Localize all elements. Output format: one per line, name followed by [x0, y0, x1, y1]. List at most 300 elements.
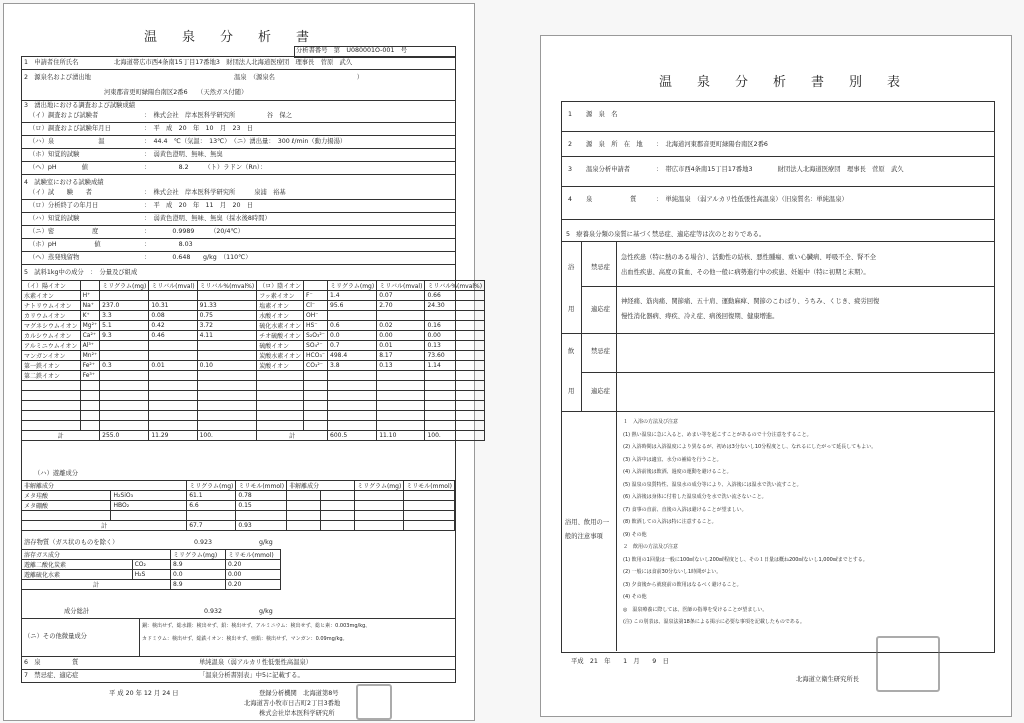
- anion-value: [377, 411, 425, 421]
- divider: [581, 372, 994, 373]
- undiss-empty: [321, 491, 355, 501]
- cation-value: 0.08: [149, 311, 197, 321]
- anion-name: [257, 391, 304, 401]
- cation-value: [80, 381, 100, 391]
- caution-item: (1) 飲用の1回量は一般に100㎖ないし200㎖程度とし、その１日量は概ね200㎖ないし1,000㎖までとする。: [623, 556, 868, 563]
- cation-value: 0.10: [197, 361, 257, 371]
- anion-value: [377, 421, 425, 431]
- ion-row: [22, 381, 485, 391]
- divider: [21, 122, 455, 123]
- anion-name: 硫化水素イオン: [257, 321, 304, 331]
- divider: [21, 135, 455, 136]
- anion-value: 0.13: [425, 341, 485, 351]
- cation-value: Na⁺: [80, 301, 100, 311]
- anion-name: チオ硫酸イオン: [257, 331, 304, 341]
- cation-value: 237.0: [100, 301, 149, 311]
- divider: [139, 618, 140, 656]
- caution-item: (4) 入浴前後は飲酒、過度の運動を避けること。: [623, 469, 732, 475]
- ion-row: [22, 291, 485, 301]
- appendix-row-number: 1: [568, 111, 573, 118]
- unit-header: ミリモル(mmol): [226, 550, 281, 560]
- appendix-row-value: ： 帯広市西4条南15丁目17番地3 財団法人北海道医療団 理事長 菅原 武久: [656, 166, 904, 173]
- ion-row: [22, 361, 485, 371]
- grand-total-value: 0.932: [204, 608, 223, 615]
- anion-name: 硫酸イオン: [257, 341, 304, 351]
- section5-text: 5 療養泉分類の泉質に基づく禁忌症、適応症等は次のとおりである。: [566, 231, 766, 238]
- undissociated-table: [21, 480, 455, 531]
- undiss-head: （ハ）遊離成分: [34, 470, 79, 477]
- divider: [616, 241, 617, 411]
- undiss-empty: [287, 521, 321, 531]
- trace-line1: 銅：検出せず、総水銀：検出せず、鉛：検出せず、アルミニウム：検出せず、総ヒ素：0.003mg/kg、: [142, 623, 371, 629]
- anion-name: [257, 421, 304, 431]
- lab-test-value: ： 株式会社 岸本医科学研究所 泉浦 裕基: [144, 189, 286, 196]
- cation-name: カルシウムイオン: [22, 331, 81, 341]
- appendix-org: 北海道立衛生研究所長: [796, 676, 859, 683]
- anion-value: [377, 311, 425, 321]
- divider: [21, 148, 455, 149]
- cation-value: 3.72: [197, 321, 257, 331]
- lab-test-key: （イ）試 験 者: [29, 189, 92, 196]
- cation-value: [100, 341, 149, 351]
- anion-name: 水酸イオン: [257, 311, 304, 321]
- divider: [561, 333, 994, 334]
- field-test-key: （ハ）泉 温: [29, 138, 105, 145]
- undiss-row: [22, 501, 455, 511]
- bath-side-label: 浴: [568, 264, 575, 271]
- cation-symbol-header: [80, 281, 100, 291]
- anion-value: 0.7: [328, 341, 377, 351]
- gas-name: 遊離硫化水素: [22, 570, 133, 580]
- appendix-row-value: ： 単純温泉 （弱アルカリ性低張性高温泉）（旧泉質名：単純温泉）: [656, 196, 848, 203]
- divider: [21, 264, 455, 265]
- cation-value: [100, 391, 149, 401]
- analysis-company: 株式会社岸本医科学研究所: [259, 710, 335, 717]
- undiss-value: 6.6: [187, 501, 236, 511]
- cation-name: [22, 381, 81, 391]
- lab-test-value: ： 0.9989 （20/4℃）: [144, 228, 244, 235]
- cation-value: 0.3: [100, 361, 149, 371]
- undiss-value: [187, 511, 236, 521]
- cation-value: [197, 291, 257, 301]
- cation-value: K⁺: [80, 311, 100, 321]
- cation-value: [197, 371, 257, 381]
- anion-name: [257, 401, 304, 411]
- anion-name: 塩素イオン: [257, 301, 304, 311]
- lab-test-key: （ニ）密 度: [29, 228, 99, 235]
- gas-table: [21, 549, 281, 590]
- drink-indic-label: 適応症: [591, 388, 610, 395]
- lab-test-value: ： 平 成 20 年 11 月 20 日: [144, 202, 254, 209]
- gas-total-label: 計: [22, 580, 171, 590]
- cation-value: Al³⁺: [80, 341, 100, 351]
- cation-value: [100, 291, 149, 301]
- cation-value: [80, 411, 100, 421]
- cation-value: 9.3: [100, 331, 149, 341]
- divider: [561, 411, 994, 412]
- quality-label: 6 泉 質: [24, 659, 79, 666]
- cation-value: [149, 341, 197, 351]
- anion-value: 498.4: [328, 351, 377, 361]
- cation-value: 0.75: [197, 311, 257, 321]
- unit-header: ミリグラム(mg): [355, 481, 404, 491]
- anion-value: 0.66: [425, 291, 485, 301]
- issue-date: 平 成 20 年 12 月 24 日: [109, 690, 179, 697]
- page-title: 温 泉 分 析 書: [144, 30, 316, 45]
- caution-item: (7) 食事の直前、直後の入浴は避けることが望ましい。: [623, 506, 747, 513]
- applicant-label: 1 申請者住所氏名: [24, 59, 79, 66]
- anion-value: Cl⁻: [304, 301, 328, 311]
- ion-row: [22, 321, 485, 331]
- anion-value: 0.07: [377, 291, 425, 301]
- undiss-value: [111, 511, 187, 521]
- onsen-appendix-sheet: [540, 35, 1012, 717]
- undiss-empty: [404, 511, 455, 521]
- divider: [561, 186, 994, 187]
- divider: [21, 225, 455, 226]
- appendix-date: 平成 21 年 1 月 9 日: [571, 658, 669, 665]
- undiss-col-header: 非解離成分: [22, 481, 187, 491]
- anion-total-value: 100.: [425, 431, 485, 441]
- anion-value: [328, 401, 377, 411]
- cation-total-label: 計: [22, 431, 100, 441]
- caution-item: １ 入浴の方法及び注意: [623, 419, 679, 425]
- cation-value: [80, 391, 100, 401]
- anion-name: [257, 371, 304, 381]
- anion-value: [425, 421, 485, 431]
- undiss-empty: [404, 501, 455, 511]
- cation-value: [80, 401, 100, 411]
- gas-name: 遊離二酸化炭素: [22, 560, 133, 570]
- field-test-key: （ヘ）pH 値: [29, 164, 89, 171]
- gas-row: [22, 560, 281, 570]
- undiss-empty: [404, 491, 455, 501]
- divider: [21, 100, 455, 101]
- dissolved-label: 溶存物質（ガス状のものを除く）: [24, 539, 119, 546]
- bath-contra-label: 禁忌症: [591, 264, 610, 271]
- seal-stamp: [356, 684, 392, 720]
- ion-row: [22, 371, 485, 381]
- gas-header: 溶存ガス成分: [22, 550, 171, 560]
- unit-header: ミリグラム(mg): [187, 481, 236, 491]
- ion-row: [22, 311, 485, 321]
- undiss-name: メタ硼酸: [22, 501, 111, 511]
- undiss-name: [22, 511, 111, 521]
- bath-indic-text1: 神経痛、筋肉痛、関節痛、五十肩、運動麻痺、関節のこわばり、うちみ、くじき、疲労回復: [621, 298, 880, 305]
- indication-label: 7 禁忌症、適応症: [24, 672, 79, 679]
- ion-table: [21, 280, 485, 441]
- cation-value: [197, 411, 257, 421]
- caution-item: (2) 入浴時間は入浴温度により異なるが、初めは3分ないし10分程度とし、なれるにしたがって延長してもよい。: [623, 444, 877, 450]
- anion-value: 3.8: [328, 361, 377, 371]
- anion-value: [425, 391, 485, 401]
- cation-value: Mn²⁺: [80, 351, 100, 361]
- lab-test-key: （ハ）知覚的試験: [29, 215, 80, 222]
- cation-value: 4.11: [197, 331, 257, 341]
- bath-contra-text2: 出血性疾患、高度の貧血、その他一般に病勢進行中の疾患、妊娠中（特に初期と末期）。: [621, 269, 870, 276]
- undiss-total-label: 計: [22, 521, 187, 531]
- cation-name: [22, 391, 81, 401]
- field-test-value: ： 株式会社 岸本医科学研究所 谷 保之: [144, 112, 292, 119]
- cation-value: [149, 421, 197, 431]
- anion-value: [304, 411, 328, 421]
- caution-item: ２ 飲用の方法及び注意: [623, 544, 679, 550]
- cation-value: [100, 411, 149, 421]
- divider: [561, 156, 994, 157]
- anion-total-value: 11.10: [377, 431, 425, 441]
- cation-value: [197, 341, 257, 351]
- caution-item: (1) 熱い温泉に急に入ると、めまい等を起こすことがあるので十分注意をすること。: [623, 431, 812, 438]
- anion-value: 2.70: [377, 301, 425, 311]
- anion-value: [377, 381, 425, 391]
- dissolved-unit: g/kg: [259, 539, 273, 546]
- caution-item: (注) この別表は、温泉法第18条による掲示に必要な事項を記載したものである。: [623, 619, 805, 625]
- divider: [21, 174, 455, 175]
- caution-item: (3) 夕食後から就寝前の飲用はなるべく避けること。: [623, 581, 742, 588]
- ion-header-row: [22, 281, 485, 291]
- bath-indic-text2: 慢性消化器病、痔疾、冷え症、病後回復期、健康増進。: [621, 313, 779, 320]
- cation-header: （イ）陽イオン: [22, 281, 81, 291]
- cation-value: [197, 391, 257, 401]
- cation-value: Mg²⁺: [80, 321, 100, 331]
- anion-value: 0.13: [377, 361, 425, 371]
- cation-value: [149, 411, 197, 421]
- divider: [616, 411, 617, 651]
- cation-name: ナトリウムイオン: [22, 301, 81, 311]
- divider: [21, 199, 455, 200]
- anion-name: [257, 411, 304, 421]
- drink-side-label: 飲: [568, 348, 575, 355]
- anion-symbol-header: [304, 281, 328, 291]
- cation-total-value: 11.29: [149, 431, 197, 441]
- anion-value: [328, 421, 377, 431]
- undiss-total-row: [22, 521, 455, 531]
- gas-row: [22, 570, 281, 580]
- divider: [581, 241, 582, 411]
- anion-value: S₂O₃²⁻: [304, 331, 328, 341]
- anion-value: [328, 371, 377, 381]
- cation-name: 第二鉄イオン: [22, 371, 81, 381]
- unit-header: ミリモル(mmol): [236, 481, 287, 491]
- undiss-header-row: [22, 481, 455, 491]
- cation-name: [22, 421, 81, 431]
- undiss-value: 61.1: [187, 491, 236, 501]
- undiss-empty: [321, 501, 355, 511]
- cation-value: [149, 381, 197, 391]
- bath-indic-label: 適応症: [591, 306, 610, 313]
- undiss-value: HBO₂: [111, 501, 187, 511]
- appendix-row-key: 源 泉 名: [586, 111, 618, 118]
- ion-row: [22, 351, 485, 361]
- cation-value: [149, 391, 197, 401]
- divider: [561, 241, 994, 242]
- cation-value: [197, 351, 257, 361]
- drink-contra-label: 禁忌症: [591, 348, 610, 355]
- onsen-analysis-sheet: [3, 3, 483, 721]
- undiss-empty: [287, 491, 321, 501]
- anion-value: [304, 391, 328, 401]
- anion-value: 0.01: [377, 341, 425, 351]
- cation-value: [100, 351, 149, 361]
- appendix-row-number: 3: [568, 166, 573, 173]
- indication-value: 「温泉分析書別表」中5に記載する。: [199, 672, 304, 679]
- divider: [21, 669, 455, 670]
- anion-value: [304, 401, 328, 411]
- gas-value: 0.20: [226, 560, 281, 570]
- anion-value: [425, 311, 485, 321]
- anion-value: [304, 381, 328, 391]
- gas-total-value: 0.20: [226, 580, 281, 590]
- anion-value: [425, 411, 485, 421]
- section4-label: 4 試験室における試験成績: [24, 179, 104, 186]
- appendix-row-number: 2: [568, 141, 573, 148]
- cation-value: [197, 381, 257, 391]
- cation-name: 水素イオン: [22, 291, 81, 301]
- gas-value: CO₂: [132, 560, 170, 570]
- divider: [581, 286, 994, 287]
- appendix-row-value: ： 北海道河東郡音更町緑陽台南区2番6: [656, 141, 768, 148]
- undiss-col-header2: 非解離成分: [287, 481, 355, 491]
- divider: [561, 219, 994, 220]
- cation-value: 91.33: [197, 301, 257, 311]
- caution-item: (6) 入浴後は身体に付着した温泉成分を水で洗い流さないこと。: [623, 494, 767, 500]
- anion-value: 73.60: [425, 351, 485, 361]
- analysis-address: 北海道苫小牧市日吉町2丁目3番地: [244, 700, 341, 707]
- appendix-row-key: 温泉分析申請者: [586, 166, 631, 173]
- grand-total-label: 成分総計: [64, 608, 90, 615]
- cation-total-value: 255.0: [100, 431, 149, 441]
- cation-value: 3.3: [100, 311, 149, 321]
- cation-value: [197, 401, 257, 411]
- serial-number: 分析書番号 第 U080001O-001 号: [296, 47, 408, 54]
- cation-value: [197, 421, 257, 431]
- anion-value: [328, 391, 377, 401]
- undiss-total-value: 0.93: [236, 521, 287, 531]
- cation-name: カリウムイオン: [22, 311, 81, 321]
- divider: [21, 251, 455, 252]
- appendix-title: 温 泉 分 析 書 別 表: [659, 75, 907, 90]
- unit-header: ミリグラム(mg): [100, 281, 149, 291]
- cation-name: マンガンイオン: [22, 351, 81, 361]
- cation-value: Ca²⁺: [80, 331, 100, 341]
- drink-side-label2: 用: [568, 388, 575, 395]
- field-test-key: （ホ）知覚的試験: [29, 151, 80, 158]
- unit-header: ミリバル%(mval%): [197, 281, 257, 291]
- quality-value: 単純温泉（弱アルカリ性低張性高温泉）: [199, 659, 313, 666]
- section5-label: 5 試料1kg中の成分 ： 分量及び組成: [24, 269, 138, 276]
- cation-value: 10.31: [149, 301, 197, 311]
- anion-name: [257, 381, 304, 391]
- anion-value: 0.00: [377, 331, 425, 341]
- gas-total-value: 8.9: [171, 580, 226, 590]
- undiss-value: 0.15: [236, 501, 287, 511]
- undiss-total-value: 67.7: [187, 521, 236, 531]
- undiss-empty: [404, 521, 455, 531]
- undiss-empty: [355, 521, 404, 531]
- section3-label: 3 湧出地における調査および試験成績: [24, 102, 136, 109]
- cation-value: 5.1: [100, 321, 149, 331]
- cation-value: [100, 421, 149, 431]
- divider: [561, 131, 994, 132]
- caution-item: (3) 入浴中は適宜、水分の補給を行うこと。: [623, 456, 722, 463]
- anion-value: 24.30: [425, 301, 485, 311]
- ion-row: [22, 301, 485, 311]
- gas-header-row: [22, 550, 281, 560]
- unit-header: ミリグラム(mg): [171, 550, 226, 560]
- divider: [21, 238, 455, 239]
- applicant-value: 北海道帯広市西4条南15丁目17番地3 財団法人北海道医療団 理事長 菅原 武久: [114, 59, 353, 66]
- source-place: 河東郡音更町緑陽台南区2番6 （天然ガス付随）: [104, 89, 248, 96]
- ion-row: [22, 331, 485, 341]
- lab-test-key: （ロ）分析終了の年月日: [29, 202, 99, 209]
- undiss-empty: [355, 491, 404, 501]
- divider: [21, 69, 455, 70]
- trace-line2: カドミウム：検出せず、総鉄イオン：検出せず、亜鉛：検出せず、マンガン：0.09mg/kg。: [142, 636, 348, 642]
- gas-total-row: [22, 580, 281, 590]
- divider: [21, 656, 455, 657]
- lab-test-key: （ヘ）蒸発残留物: [29, 254, 80, 261]
- anion-value: [328, 381, 377, 391]
- ion-row: [22, 341, 485, 351]
- ion-row: [22, 421, 485, 431]
- gas-value: 0.0: [171, 570, 226, 580]
- undiss-row: [22, 511, 455, 521]
- anion-value: OH⁻: [304, 311, 328, 321]
- dissolved-value: 0.923: [194, 539, 213, 546]
- anion-total-value: 600.5: [328, 431, 377, 441]
- appendix-row-key: 源 泉 所 在 地: [586, 141, 643, 148]
- divider: [21, 161, 455, 162]
- cation-value: [80, 421, 100, 431]
- appendix-row-key: 泉 質: [586, 196, 637, 203]
- unit-header: ミリバル(mval): [149, 281, 197, 291]
- cation-name: マグネシウムイオン: [22, 321, 81, 331]
- anion-value: HCO₃⁻: [304, 351, 328, 361]
- lab-test-key: （ホ）pH 値: [29, 241, 101, 248]
- cation-name: [22, 411, 81, 421]
- anion-value: 95.6: [328, 301, 377, 311]
- cation-value: [149, 351, 197, 361]
- caution-item: (4) その他: [623, 594, 647, 600]
- undiss-value: H₂SiO₃: [111, 491, 187, 501]
- ion-row: [22, 411, 485, 421]
- field-test-value: ： 平 成 20 年 10 月 23 日: [144, 125, 254, 132]
- cation-value: [149, 401, 197, 411]
- undiss-empty: [321, 521, 355, 531]
- source-name: 温泉 （源泉名 ）: [234, 74, 364, 81]
- bath-side-label2: 用: [568, 306, 575, 313]
- lab-test-value: ： 0.648 g/kg （110℃）: [144, 254, 252, 261]
- unit-header: ミリバル(mval): [377, 281, 425, 291]
- undiss-empty: [355, 501, 404, 511]
- anion-value: [425, 401, 485, 411]
- grand-total-unit: g/kg: [259, 608, 273, 615]
- anion-value: 0.00: [425, 331, 485, 341]
- bath-contra-text1: 急性疾患（特に熱のある場合）、活動性の結核、悪性腫瘍、重い心臓病、呼吸不全、腎不全: [621, 254, 877, 261]
- lab-test-value: ： 弱黄色澄明、無味、無臭（採水後8時間）: [144, 215, 271, 222]
- cation-name: アルミニウムイオン: [22, 341, 81, 351]
- source-label: 2 源泉名および湧出地: [24, 74, 91, 81]
- cation-total-value: 100.: [197, 431, 257, 441]
- undiss-value: [236, 511, 287, 521]
- lab-test-value: ： 8.03: [144, 241, 193, 248]
- ion-total-row: [22, 431, 485, 441]
- unit-header: ミリモル(mmol): [404, 481, 455, 491]
- anion-value: F⁻: [304, 291, 328, 301]
- anion-header: （ロ）陰イオン: [257, 281, 304, 291]
- cation-name: 第一鉄イオン: [22, 361, 81, 371]
- caution-item: (9) その他: [623, 531, 647, 538]
